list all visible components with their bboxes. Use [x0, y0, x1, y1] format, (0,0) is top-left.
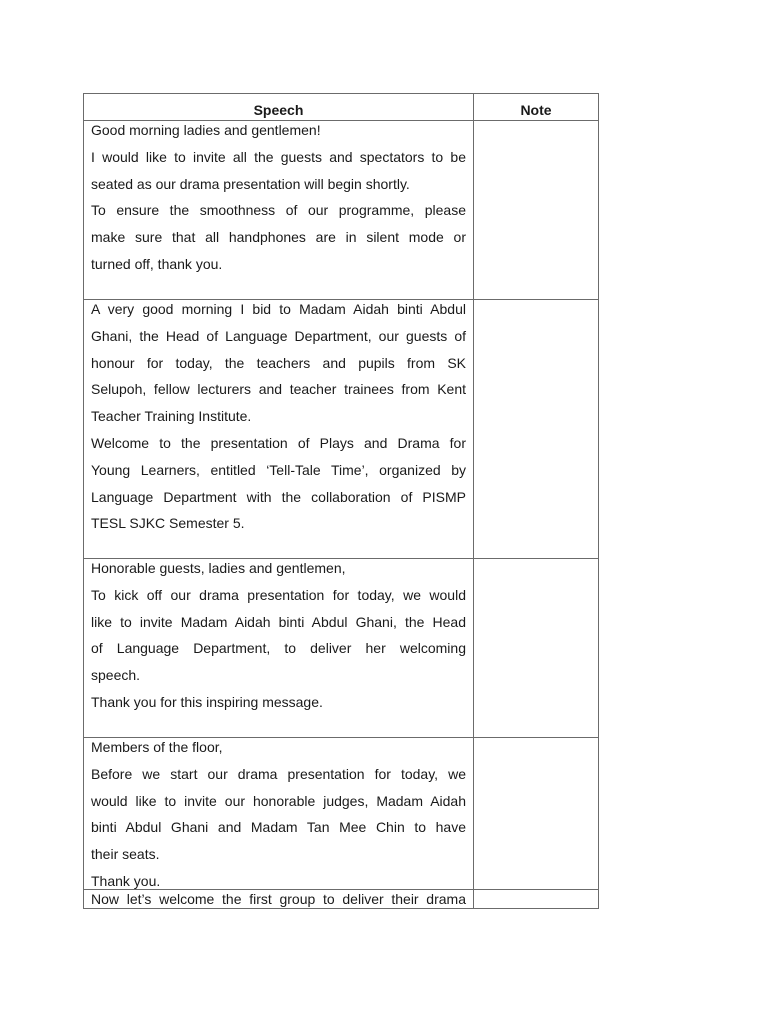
table-row: [84, 299, 598, 558]
speech-line: I would like to invite all the guests and spectators to be: [91, 148, 466, 165]
speech-line: binti Abdul Ghani and Madam Tan Mee Chin to have: [91, 819, 466, 836]
note-column-header: Note: [520, 102, 552, 118]
speech-cell: [84, 890, 474, 908]
speech-line: Good morning ladies and gentlemen!: [91, 122, 321, 138]
speech-line: Thank you.: [91, 872, 161, 889]
note-cell: [474, 890, 598, 908]
speech-line: honour for today, the teachers and pupils from SK: [91, 354, 466, 371]
speech-line: Before we start our drama presentation for today, we: [91, 765, 466, 782]
speech-line: Welcome to the presentation of Plays and Drama for: [91, 434, 466, 451]
speech-line: Selupoh, fellow lecturers and teacher trainees from Kent: [91, 381, 466, 398]
table-row: [84, 120, 598, 299]
speech-line: seated as our drama presentation will begin shortly.: [91, 175, 410, 192]
speech-line: would like to invite our honorable judges, Madam Aidah: [91, 792, 466, 809]
speech-line: To kick off our drama presentation for today, we would: [91, 586, 466, 603]
table-row: [84, 558, 598, 737]
speech-cell: [84, 121, 474, 299]
table-row: [84, 889, 598, 908]
speech-line: Members of the floor,: [91, 739, 223, 755]
speech-line: of Language Department, to deliver her welcoming: [91, 640, 466, 657]
speech-line: Teacher Training Institute.: [91, 408, 252, 425]
speech-line: like to invite Madam Aidah binti Abdul Ghani, the Head: [91, 613, 466, 630]
speech-line: Young Learners, entitled ‘Tell-Tale Time’, organized by: [91, 461, 466, 478]
speech-line: Honorable guests, ladies and gentlemen,: [91, 560, 346, 576]
speech-cell: [84, 559, 474, 737]
speech-line: Thank you for this inspiring message.: [91, 693, 323, 710]
speech-line: To ensure the smoothness of our programme, please: [91, 202, 466, 219]
speech-line: Now let’s welcome the first group to deliver their drama: [91, 891, 466, 907]
speech-line: speech.: [91, 667, 141, 684]
note-cell: [474, 121, 598, 299]
speech-line: Language Department with the collaboration of PISMP: [91, 488, 466, 505]
speech-cell: [84, 738, 474, 889]
note-cell: [474, 559, 598, 737]
speech-line: A very good morning I bid to Madam Aidah binti Abdul: [91, 301, 466, 317]
table-row: [84, 737, 598, 889]
speech-column-header: Speech: [84, 94, 474, 120]
speech-cell: [84, 300, 474, 558]
note-cell: [474, 738, 598, 889]
speech-line: TESL SJKC Semester 5.: [91, 515, 245, 532]
speech-line: make sure that all handphones are in silent mode or: [91, 229, 466, 246]
speech-table: [83, 93, 599, 909]
note-cell: [474, 300, 598, 558]
speech-line: Ghani, the Head of Language Department, our guests of: [91, 327, 466, 344]
speech-line: turned off, thank you.: [91, 255, 223, 272]
speech-line: their seats.: [91, 846, 160, 863]
